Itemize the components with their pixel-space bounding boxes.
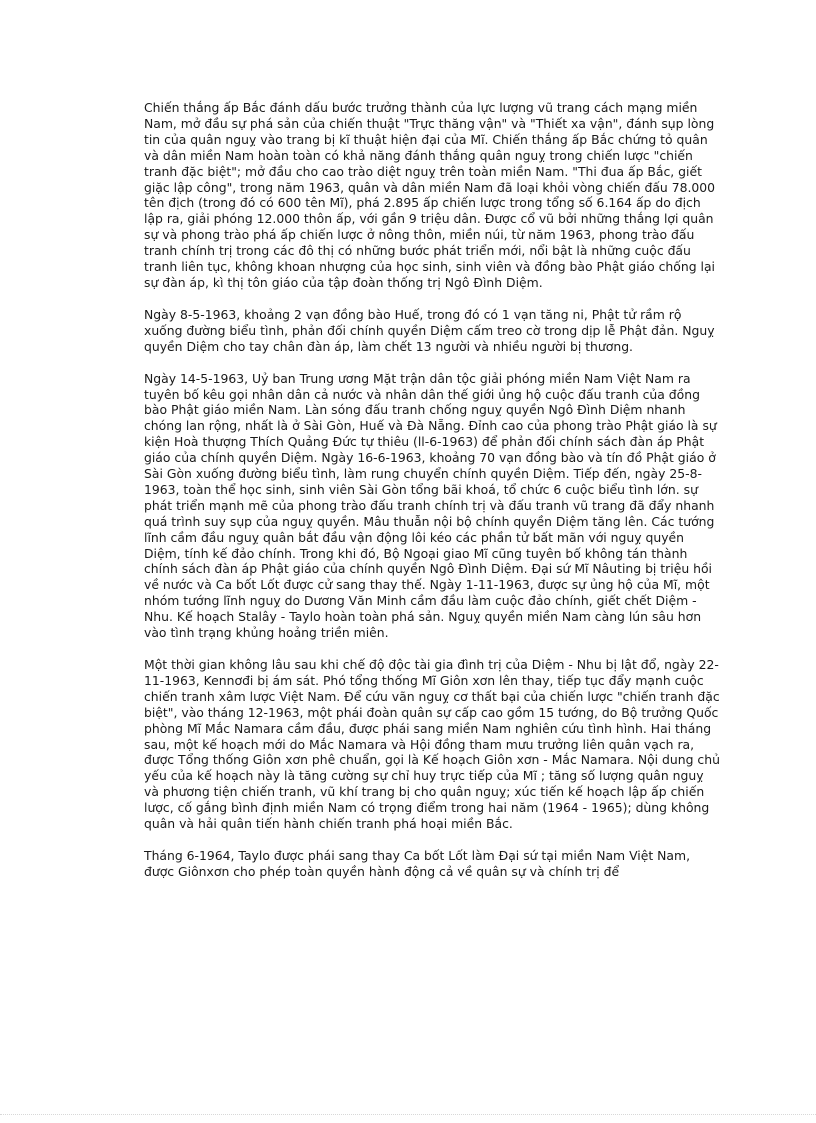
- paragraph-ap-bac-victory: Chiến thắng ấp Bắc đánh dấu bước trưởng thành của lực lượng vũ trang cách mạng miền Nam, mở đầu sự phá sản của chiến thuật "Trực thăng vận" và "Thiết xa vận", đánh sụp lòng tin của quân nguỵ vào trang bị kĩ thuật hiện đại của Mĩ. Chiến thắng ấp Bắc chứng tỏ quân và dân miền Nam hoàn toàn có khả năng đánh thắng quân nguỵ trong chiến lược "chiến tranh đặc biệt"; mở đầu cho cao trào diệt nguỵ trên toàn miền Nam. "Thi đua ấp Bắc, giết giặc lập công", trong năm 1963, quân và dân miền Nam đã loại khỏi vòng chiến đấu 78.000 tên địch (trong đó có 600 tên Mĩ), phá 2.895 ấp chiến lược trong tổng số 6.164 ấp do địch lập ra, giải phóng 12.000 thôn ấp, với gần 9 triệu dân. Được cổ vũ bởi những thắng lợi quân sự và phong trào phá ấp chiến lược ở nông thôn, miền núi, từ năm 1963, phong trào đấu tranh chính trị trong các đô thị có những bước phát triển mới, nổi bật là những cuộc đấu tranh liên tục, không khoan nhượng của học sinh, sinh viên và đồng bào Phật giáo chống lại sự đàn áp, kì thị tôn giáo của tập đoàn thống trị Ngô Đình Diệm.: [144, 100, 716, 290]
- paragraph-taylor-ambassador: Tháng 6-1964, Taylo được phái sang thay Ca bốt Lốt làm Đại sứ tại miền Nam Việt Nam, được Giônxơn cho phép toàn quyền hành động cả về quân sự và chính trị để: [144, 847, 691, 879]
- paragraph-johnson-mcnamara-plan: Một thời gian không lâu sau khi chế độ độc tài gia đình trị của Diệm - Nhu bị lật đổ, ngày 22-11-1963, Kennơđi bị ám sát. Phó tổng thống Mĩ Giôn xơn lên thay, tiếp tục đẩy mạnh cuộc chiến tranh xâm lược Việt Nam. Để cứu vãn nguỵ cơ thất bại của chiến lược "chiến tranh đặc biệt", vào tháng 12-1963, một phái đoàn quân sự cấp cao gồm 15 tướng, do Bộ trưởng Quốc phòng Mĩ Mắc Namara cầm đầu, được phái sang miền Nam nghiên cứu tình hình. Hai tháng sau, một kế hoạch mới do Mắc Namara và Hội đồng tham mưu trưởng liên quân vạch ra, được Tổng thống Giôn xơn phê chuẩn, gọi là Kế hoạch Giôn xơn - Mắc Namara. Nội dung chủ yếu của kế hoạch này là tăng cường sự chỉ huy trực tiếp của Mĩ ; tăng số lượng quân nguỵ và phương tiện chiến tranh, vũ khí trang bị cho quân nguỵ; xúc tiến kế hoạch lập ấp chiến lược, cố gắng bình định miền Nam có trọng điểm trong hai năm (1964 - 1965); dùng không quân và hải quân tiến hành chiến tranh phá hoại miền Bắc.: [144, 657, 720, 832]
- paragraph-buddhist-movement: Ngày 14-5-1963, Uỷ ban Trung ương Mặt trận dân tộc giải phóng miền Nam Việt Nam ra tuyên bố kêu gọi nhân dân cả nước và nhân dân thế giới ủng hộ cuộc đấu tranh của đồng bào Phật giáo miền Nam. Làn sóng đấu tranh chống nguỵ quyền Ngô Đình Diệm nhanh chóng lan rộng, nhất là ở Sài Gòn, Huế và Đà Nẵng. Đỉnh cao của phong trào Phật giáo là sự kiện Hoà thượng Thích Quảng Đức tự thiêu (ll-6-1963) để phản đối chính sách đàn áp Phật giáo của chính quyền Diệm. Ngày 16-6-1963, khoảng 70 vạn đồng bào và tín đồ Phật giáo ở Sài Gòn xuống đường biểu tình, làm rung chuyển chính quyền Diệm. Tiếp đến, ngày 25-8-1963, toàn thể học sinh, sinh viên Sài Gòn tổng bãi khoá, tổ chức 6 cuộc biểu tình lớn. sự phát triển mạnh mẽ của phong trào đấu tranh chính trị và đấu tranh vũ trang đã đẩy nhanh quá trình suy sụp của nguỵ quyền. Mâu thuẫn nội bộ chính quyền Diệm tăng lên. Các tướng lĩnh cầm đầu nguỵ quân bắt đầu vận động lôi kéo các phần tử bất mãn với nguỵ quyền Diệm, tính kế đảo chính. Trong khi đó, Bộ Ngoại giao Mĩ cũng tuyên bố không tán thành chính sách đàn áp Phật giáo của chính quyền Ngô Đình Diệm. Đại sứ Mĩ Nâuting bị triệu hồi về nước và Ca bốt Lốt được cử sang thay thế. Ngày 1-11-1963, được sự ủng hộ của Mĩ, một nhóm tướng lĩnh nguỵ do Dương Văn Minh cầm đầu làm cuộc đảo chính, giết chết Diệm - Nhu. Kế hoạch Stalây - Taylo hoàn toàn phá sản. Nguỵ quyền miền Nam càng lún sâu hơn vào tình trạng khủng hoảng triền miên.: [144, 370, 717, 641]
- paragraph-hue-protest: Ngày 8-5-1963, khoảng 2 vạn đồng bào Huế, trong đó có 1 vạn tăng ni, Phật tử rầm rộ xuống đường biểu tình, phản đối chính quyền Diệm cấm treo cờ trong dịp lễ Phật đản. Nguỵ quyền Diệm cho tay chân đàn áp, làm chết 13 người và nhiều người bị thương.: [144, 306, 715, 354]
- page-bottom-border: [0, 1114, 816, 1115]
- document-body: [144, 100, 722, 896]
